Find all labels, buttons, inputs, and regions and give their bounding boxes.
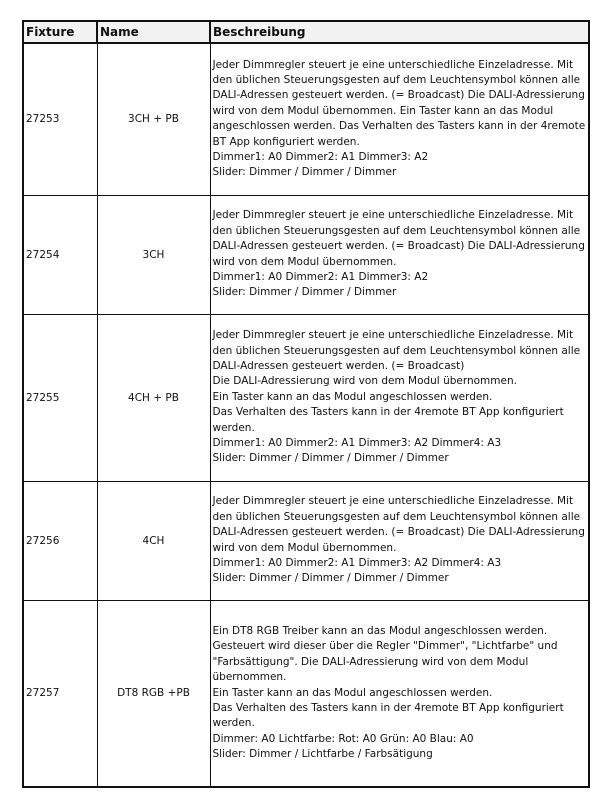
fixture-cell: 27254	[23, 195, 97, 314]
table-row	[23, 600, 589, 787]
name-cell: DT8 RGB +PB	[97, 600, 210, 787]
fixture-table	[22, 20, 590, 788]
table-row	[23, 43, 589, 195]
description-line: Die DALI-Adressierung wird von dem Modul übernommen.	[212, 375, 517, 388]
table-header-row	[23, 21, 589, 43]
description-line: Das Verhalten des Tasters kann in der 4remote BT App konfiguriert werden.	[212, 701, 564, 730]
description-line: Dimmer1: A0 Dimmer2: A1 Dimmer3: A2 Dimmer4: A3	[212, 556, 502, 569]
name-cell: 4CH + PB	[97, 314, 210, 481]
fixture-cell: 27255	[23, 314, 97, 481]
name-cell: 4CH	[97, 481, 210, 600]
description-line: Jeder Dimmregler steuert je eine unterschiedliche Einzeladresse. Mit den üblichen Steuerungsgesten auf dem Leuchtensymbol können alle DALI-Adressen gesteuert werden. (= Broadcast) Die DALI-Adressierung wird von dem Modul übernommen.	[212, 495, 585, 554]
description-line: Dimmer: A0 Lichtfarbe: Rot: A0 Grün: A0 Blau: A0	[212, 732, 474, 745]
description-cell	[210, 481, 589, 600]
description-cell	[210, 43, 589, 195]
fixture-cell: 27257	[23, 600, 97, 787]
table-row	[23, 481, 589, 600]
description-line: Slider: Dimmer / Lichtfarbe / Farbsätigung	[212, 748, 433, 761]
description-line: Slider: Dimmer / Dimmer / Dimmer	[212, 166, 397, 179]
description-line: Jeder Dimmregler steuert je eine unterschiedliche Einzeladresse. Mit den üblichen Steuerungsgesten auf dem Leuchtensymbol können alle DALI-Adressen gesteuert werden. (= Broadcast) Die DALI-Adressierung wird von dem Modul übernommen. Ein Taster kann an das Modul angeschlossen werden. Das Verhalten des Tasters kann in der 4remote BT App konfiguriert werden.	[212, 58, 586, 148]
description-cell	[210, 195, 589, 314]
description-line: Ein Taster kann an das Modul angeschlossen werden.	[212, 686, 493, 699]
header-name: Name	[97, 21, 210, 43]
fixture-cell: 27253	[23, 43, 97, 195]
description-line: Slider: Dimmer / Dimmer / Dimmer / Dimmer	[212, 452, 449, 465]
description-line: Das Verhalten des Tasters kann in der 4remote BT App konfiguriert werden.	[212, 406, 564, 434]
description-line: Slider: Dimmer / Dimmer / Dimmer	[212, 286, 397, 299]
fixture-cell: 27256	[23, 481, 97, 600]
name-cell: 3CH + PB	[97, 43, 210, 195]
header-description: Beschreibung	[210, 21, 589, 43]
description-cell	[210, 314, 589, 481]
description-line: Jeder Dimmregler steuert je eine unterschiedliche Einzeladresse. Mit den üblichen Steuerungsgesten auf dem Leuchtensymbol können alle DALI-Adressen gesteuert werden. (= Broadcast)	[212, 329, 581, 372]
description-line: Jeder Dimmregler steuert je eine unterschiedliche Einzeladresse. Mit den üblichen Steuerungsgesten auf dem Leuchtensymbol können alle DALI-Adressen gesteuert werden. (= Broadcast) Die DALI-Adressierung wird von dem Modul übernommen.	[212, 209, 585, 268]
header-fixture: Fixture	[23, 21, 97, 43]
description-line: Dimmer1: A0 Dimmer2: A1 Dimmer3: A2	[212, 270, 429, 283]
table-row	[23, 195, 589, 314]
description-line: Slider: Dimmer / Dimmer / Dimmer / Dimmer	[212, 572, 449, 585]
description-line: Dimmer1: A0 Dimmer2: A1 Dimmer3: A2	[212, 151, 429, 164]
description-line: Ein Taster kann an das Modul angeschlossen werden.	[212, 390, 493, 403]
description-line: Dimmer1: A0 Dimmer2: A1 Dimmer3: A2 Dimmer4: A3	[212, 437, 502, 450]
name-cell: 3CH	[97, 195, 210, 314]
description-cell	[210, 600, 589, 787]
description-line: Ein DT8 RGB Treiber kann an das Modul angeschlossen werden. Gesteuert wird dieser über die Regler "Dimmer", "Lichtfarbe" und "Farbsättigung". Die DALI-Adressierung wird von dem Modul übernommen.	[212, 624, 558, 684]
table-row	[23, 314, 589, 481]
